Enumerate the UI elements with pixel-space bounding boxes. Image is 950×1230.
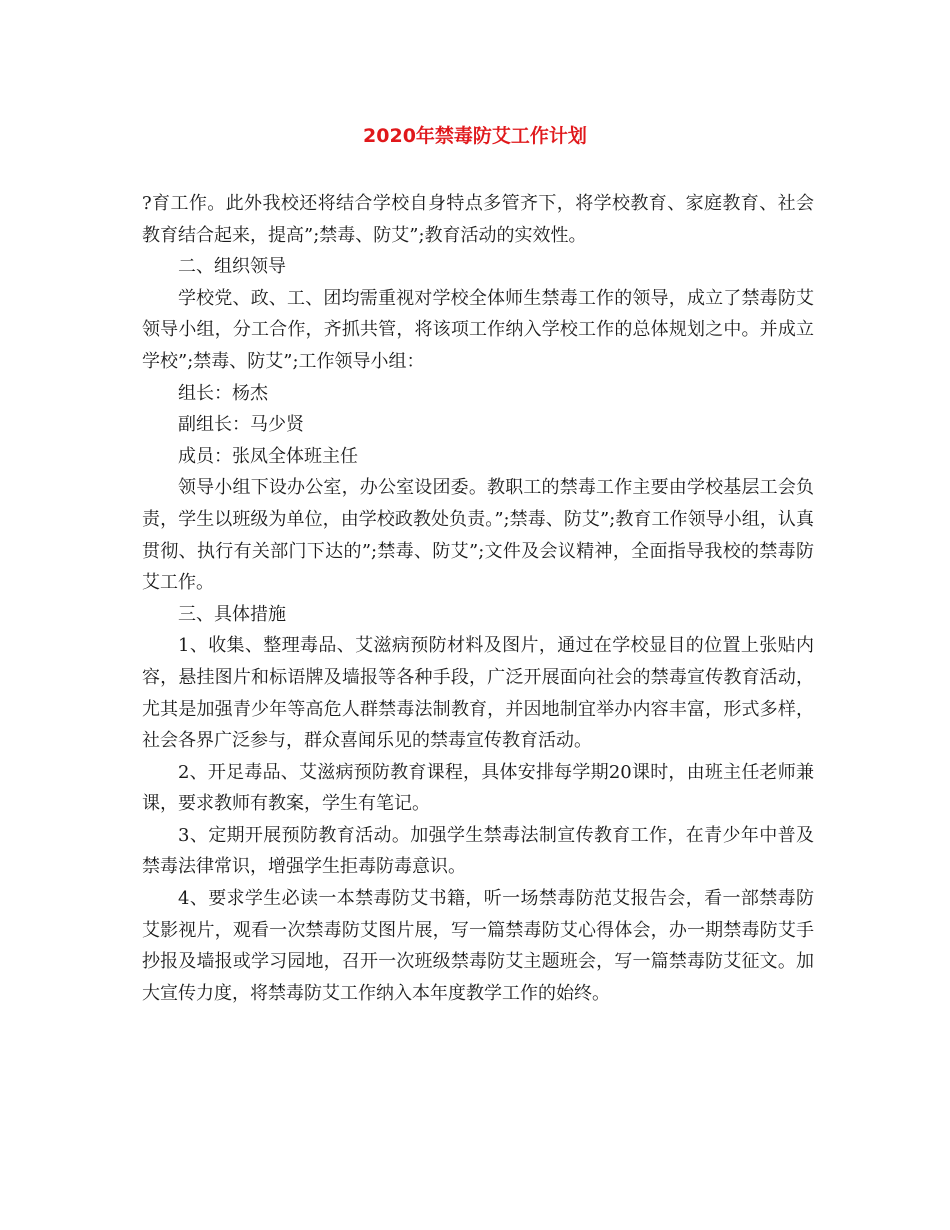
section-heading-organization: 二、组织领导 bbox=[178, 256, 286, 278]
group-members: 成员：张凤全体班主任 bbox=[178, 445, 358, 467]
deputy-group-leader: 副组长：马少贤 bbox=[178, 414, 304, 436]
group-leader: 组长：杨杰 bbox=[178, 382, 268, 404]
paragraph-intro: ?育工作。此外我校还将结合学校自身特点多管齐下，将学校教育、家庭教育、社会教育结合起来，提高”;禁毒、防艾”;教育活动的实效性。 bbox=[142, 193, 814, 246]
paragraph-office: 领导小组下设办公室，办公室设团委。教职工的禁毒工作主要由学校基层工会负责，学生以班级为单位，由学校政教处负责。”;禁毒、防艾”;教育工作领导小组，认真贯彻、执行有关部门下达的”;禁毒、防艾”;文件及会议精神，全面指导我校的禁毒防艾工作。 bbox=[142, 477, 814, 594]
document-title: 2020年禁毒防艾工作计划 bbox=[363, 125, 587, 147]
measure-item-4: 4、要求学生必读一本禁毒防艾书籍，听一场禁毒防范艾报告会，看一部禁毒防艾影视片，观看一次禁毒防艾图片展，写一篇禁毒防艾心得体会，办一期禁毒防艾手抄报及墙报或学习园地，召开一次班级禁毒防艾主题班会，写一篇禁毒防艾征文。加大宣传力度，将禁毒防艾工作纳入本年度教学工作的始终。 bbox=[142, 888, 814, 1004]
document-body bbox=[142, 188, 814, 1009]
paragraph-leadership: 学校党、政、工、团均需重视对学校全体师生禁毒工作的领导，成立了禁毒防艾领导小组，分工合作，齐抓共管，将该项工作纳入学校工作的总体规划之中。并成立学校”;禁毒、防艾”;工作领导小组： bbox=[142, 287, 814, 372]
measure-item-1: 1、收集、整理毒品、艾滋病预防材料及图片，通过在学校显目的位置上张贴内容，悬挂图片和标语牌及墙报等各种手段，广泛开展面向社会的禁毒宣传教育活动，尤其是加强青少年等高危人群禁毒法制教育，并因地制宜举办内容丰富，形式多样，社会各界广泛参与，群众喜闻乐见的禁毒宣传教育活动。 bbox=[142, 635, 814, 752]
measure-item-3: 3、定期开展预防教育活动。加强学生禁毒法制宣传教育工作，在青少年中普及禁毒法律常识，增强学生拒毒防毒意识。 bbox=[142, 824, 814, 878]
measure-item-2: 2、开足毒品、艾滋病预防教育课程，具体安排每学期20课时，由班主任老师兼课，要求教师有教案，学生有笔记。 bbox=[142, 761, 814, 815]
section-heading-measures: 三、具体措施 bbox=[178, 603, 286, 625]
